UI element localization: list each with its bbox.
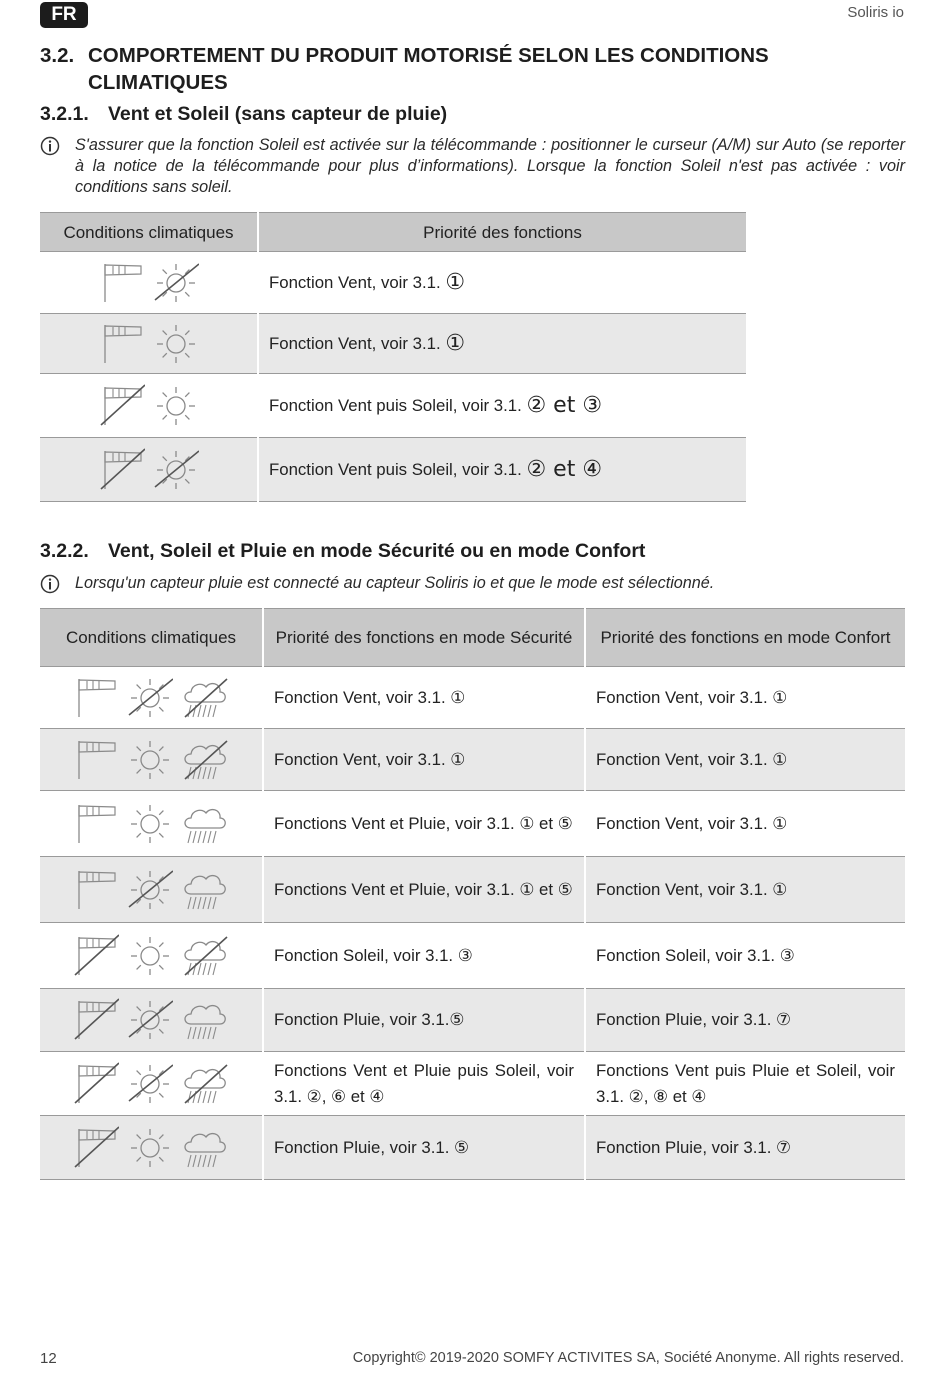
- rain-crossed-icon: [181, 933, 229, 979]
- confort-priority-cell: Fonction Soleil, voir 3.1. ③: [585, 923, 905, 989]
- table-row: [40, 667, 905, 729]
- rain-icon: [181, 801, 229, 847]
- subsection-title: Vent et Soleil (sans capteur de pluie): [108, 103, 448, 125]
- conditions-table-1: [40, 212, 746, 502]
- weather-conditions: [40, 857, 263, 923]
- securite-priority-cell: Fonction Vent, voir 3.1. ①: [263, 667, 585, 729]
- wind-crossed-icon: [99, 447, 145, 493]
- function-text: Fonction Vent puis Soleil, voir 3.1.: [269, 459, 527, 479]
- page-number: 12: [40, 1350, 57, 1367]
- subsection-number: 3.2.2.: [40, 540, 89, 562]
- column-header: Conditions climatiques: [40, 213, 258, 252]
- sun-icon: [153, 321, 199, 367]
- wind-icon: [99, 321, 145, 367]
- function-priority-cell: [258, 252, 746, 314]
- sun-crossed-icon: [153, 447, 199, 493]
- securite-priority-cell: Fonction Pluie, voir 3.1. ⑤: [263, 1116, 585, 1180]
- column-header: Priorité des fonctions: [258, 213, 746, 252]
- confort-priority-cell: Fonctions Vent puis Pluie et Soleil, voir 3.1. ②, ⑧ et ④: [585, 1052, 905, 1116]
- weather-conditions: [40, 989, 263, 1052]
- wind-icon: [99, 260, 145, 306]
- subsection-heading-1: [40, 103, 447, 126]
- table-row: [40, 374, 746, 438]
- weather-conditions: [40, 729, 263, 791]
- wind-icon: [73, 801, 119, 847]
- securite-priority-cell: Fonctions Vent et Pluie, voir 3.1. ① et ⑤: [263, 857, 585, 923]
- section-title: COMPORTEMENT DU PRODUIT MOTORISÉ SELON LES CONDITIONS CLIMATIQUES: [88, 44, 769, 94]
- table-row: [40, 1052, 905, 1116]
- wind-crossed-icon: [99, 383, 145, 429]
- weather-conditions: [40, 1116, 263, 1180]
- weather-conditions: [40, 314, 258, 374]
- weather-conditions: [40, 1052, 263, 1116]
- info-icon: [40, 135, 75, 198]
- wind-icon: [73, 737, 119, 783]
- table-row: [40, 923, 905, 989]
- wind-crossed-icon: [73, 997, 119, 1043]
- table-row: [40, 438, 746, 502]
- info-icon: [40, 573, 75, 594]
- rain-icon: [181, 1125, 229, 1171]
- sun-icon: [127, 737, 173, 783]
- column-header: Conditions climatiques: [40, 609, 263, 667]
- securite-priority-cell: Fonction Pluie, voir 3.1.⑤: [263, 989, 585, 1052]
- table-row: [40, 252, 746, 314]
- function-text: Fonction Vent, voir 3.1.: [269, 272, 446, 292]
- subsection-number: 3.2.1.: [40, 103, 89, 125]
- section-number: 3.2.: [40, 44, 75, 67]
- confort-priority-cell: Fonction Vent, voir 3.1. ①: [585, 667, 905, 729]
- sun-crossed-icon: [153, 260, 199, 306]
- table-row: [40, 791, 905, 857]
- table-row: [40, 729, 905, 791]
- sun-crossed-icon: [127, 867, 173, 913]
- wind-crossed-icon: [73, 933, 119, 979]
- sun-icon: [127, 1125, 173, 1171]
- column-header: Priorité des fonctions en mode Sécurité: [263, 609, 585, 667]
- securite-priority-cell: Fonction Vent, voir 3.1. ①: [263, 729, 585, 791]
- rain-icon: [181, 867, 229, 913]
- sun-icon: [153, 383, 199, 429]
- confort-priority-cell: Fonction Vent, voir 3.1. ①: [585, 857, 905, 923]
- copyright: Copyright© 2019-2020 SOMFY ACTIVITES SA, Société Anonyme. All rights reserved.: [352, 1350, 904, 1366]
- subsection-heading-2: [40, 540, 645, 563]
- function-priority-cell: [258, 374, 746, 438]
- rain-crossed-icon: [181, 675, 229, 721]
- function-text: Fonction Vent, voir 3.1.: [269, 333, 446, 353]
- function-reference: ② et ④: [526, 456, 603, 482]
- product-name: Soliris io: [847, 4, 904, 21]
- table-row: [40, 857, 905, 923]
- wind-crossed-icon: [73, 1125, 119, 1171]
- info-note-1: [40, 135, 905, 198]
- weather-conditions: [40, 374, 258, 438]
- function-priority-cell: [258, 438, 746, 502]
- securite-priority-cell: Fonction Soleil, voir 3.1. ③: [263, 923, 585, 989]
- language-badge: FR: [40, 2, 88, 28]
- column-header: Priorité des fonctions en mode Confort: [585, 609, 905, 667]
- rain-icon: [181, 997, 229, 1043]
- sun-icon: [127, 801, 173, 847]
- function-text: Fonction Vent puis Soleil, voir 3.1.: [269, 395, 527, 415]
- sun-crossed-icon: [127, 997, 173, 1043]
- sun-crossed-icon: [127, 675, 173, 721]
- wind-crossed-icon: [73, 1061, 119, 1107]
- confort-priority-cell: Fonction Vent, voir 3.1. ①: [585, 729, 905, 791]
- confort-priority-cell: Fonction Pluie, voir 3.1. ⑦: [585, 989, 905, 1052]
- sun-icon: [127, 933, 173, 979]
- weather-conditions: [40, 438, 258, 502]
- confort-priority-cell: Fonction Pluie, voir 3.1. ⑦: [585, 1116, 905, 1180]
- info-note-text: S'assurer que la fonction Soleil est activée sur la télécommande : positionner le curseur (A/M) sur Auto (se reporter à la notice de la télécommande pour plus d’informations). Lorsque la fonction Soleil n'est pas activée : voir conditions sans soleil.: [75, 136, 905, 196]
- weather-conditions: [40, 791, 263, 857]
- wind-icon: [73, 867, 119, 913]
- sun-crossed-icon: [127, 1061, 173, 1107]
- rain-crossed-icon: [181, 737, 229, 783]
- table-row: [40, 1116, 905, 1180]
- info-note-text: Lorsqu'un capteur pluie est connecté au capteur Soliris io et que le mode est sélectionné.: [75, 574, 715, 592]
- function-priority-cell: [258, 314, 746, 374]
- weather-conditions: [40, 252, 258, 314]
- weather-conditions: [40, 923, 263, 989]
- securite-priority-cell: Fonctions Vent et Pluie puis Soleil, voir 3.1. ②, ⑥ et ④: [263, 1052, 585, 1116]
- wind-icon: [73, 675, 119, 721]
- confort-priority-cell: Fonction Vent, voir 3.1. ①: [585, 791, 905, 857]
- conditions-table-2: [40, 608, 905, 1180]
- rain-crossed-icon: [181, 1061, 229, 1107]
- info-note-2: [40, 573, 905, 594]
- function-reference: ①: [445, 330, 466, 356]
- weather-conditions: [40, 667, 263, 729]
- function-reference: ①: [445, 269, 466, 295]
- function-reference: ② et ③: [526, 392, 603, 418]
- securite-priority-cell: Fonctions Vent et Pluie, voir 3.1. ① et ⑤: [263, 791, 585, 857]
- subsection-title: Vent, Soleil et Pluie en mode Sécurité ou en mode Confort: [108, 540, 646, 562]
- section-heading: [40, 42, 860, 96]
- table-row: [40, 989, 905, 1052]
- table-row: [40, 314, 746, 374]
